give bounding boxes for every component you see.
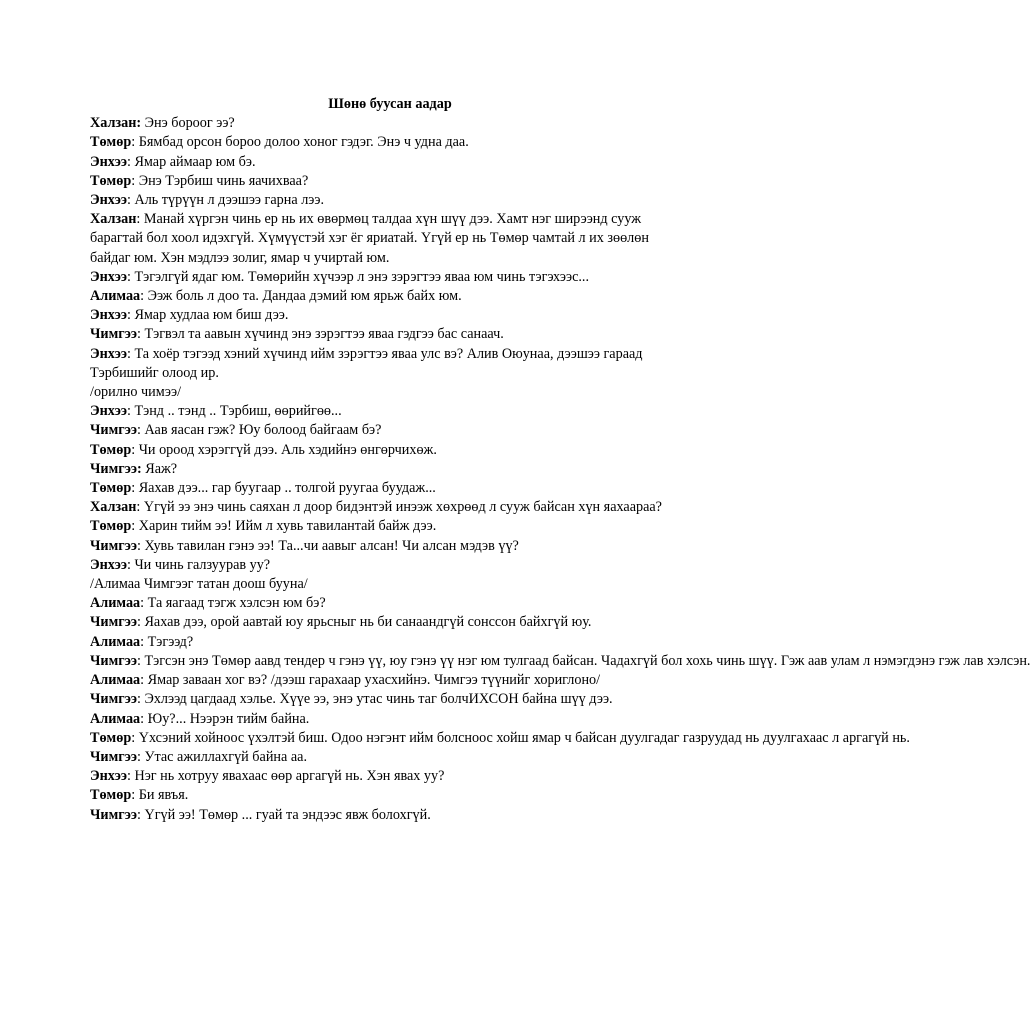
dialogue-line bbox=[90, 191, 690, 210]
dialogue-line bbox=[90, 633, 690, 652]
line-text: : Ээж боль л доо та. Дандаа дэмий юм ярьж байх юм. bbox=[140, 288, 462, 305]
speaker-name: Энхээ bbox=[90, 268, 127, 285]
dialogue-line bbox=[90, 345, 690, 383]
dialogue-line bbox=[90, 133, 690, 152]
dialogue-line bbox=[90, 210, 690, 268]
line-text: : Үгүй ээ энэ чинь саяхан л доор бидэнтэй инээж хөхрөөд л сууж байсан хүн яахаараа? bbox=[136, 499, 662, 516]
speaker-name: Энхээ bbox=[90, 307, 127, 324]
speaker-name: Чимгээ bbox=[90, 691, 137, 708]
speaker-name: Чимгээ bbox=[90, 806, 137, 823]
dialogue-line bbox=[90, 460, 690, 479]
line-text: : Тэгсэн энэ Төмөр аавд тендер ч гэнэ үү, юу гэнэ үү нэг юм тулгаад байсан. Чадахгүй бол хохь чинь шүү. Гэж аав улам л нэмэгдэнэ гэж лав хэлсэн. bbox=[136, 652, 1030, 669]
line-text: : Харин тийм ээ! Ийм л хувь тавилантай байж дээ. bbox=[131, 518, 437, 535]
line-text: : Үхсэний хойноос үхэлтэй биш. Одоо нэгэнт ийм болсноос хойш ямар ч байсан дуулгадаг газруудад нь дуулгахаас л аргагүй нь. bbox=[131, 729, 910, 746]
speaker-name: Чимгээ bbox=[90, 748, 137, 765]
line-text: : Бямбад орсон бороо долоо хоног гэдэг. Энэ ч удна даа. bbox=[131, 134, 469, 151]
dialogue-line bbox=[90, 114, 690, 133]
line-text: /Алимаа Чимгээг татан доош бууна/ bbox=[90, 576, 308, 593]
line-text: : Би явъя. bbox=[131, 787, 189, 804]
document-page bbox=[90, 95, 1030, 825]
dialogue-line bbox=[90, 594, 690, 613]
speaker-name: Төмөр bbox=[90, 134, 132, 151]
dialogue-line bbox=[90, 537, 690, 556]
dialogue-line bbox=[90, 690, 690, 709]
dialogue-line bbox=[90, 517, 690, 536]
speaker-name: Энхээ bbox=[90, 153, 127, 170]
speaker-name: Алимаа bbox=[90, 288, 141, 305]
dialogue-line bbox=[90, 652, 1030, 671]
line-text: : Та хоёр тэгээд хэний хүчинд ийм зэрэгтээ яваа улс вэ? Алив Оюунаа, дээшээ гараад Тэрбишийг олоод ир. bbox=[90, 345, 643, 381]
speaker-name: Чимгээ bbox=[90, 614, 137, 631]
dialogue-line bbox=[90, 441, 690, 460]
dialogue-line bbox=[90, 153, 690, 172]
speaker-name: Төмөр bbox=[90, 172, 132, 189]
line-text: : Чи ороод хэрэггүй дээ. Аль хэдийнэ өнгөрчихөж. bbox=[131, 441, 437, 458]
dialogue-line bbox=[90, 498, 690, 517]
dialogue-line bbox=[90, 402, 690, 421]
speaker-name: Халзан bbox=[90, 211, 137, 228]
dialogue-line bbox=[90, 383, 690, 402]
line-text: : Хувь тавилан гэнэ ээ! Та...чи аавыг алсан! Чи алсан мэдэв үү? bbox=[136, 537, 519, 554]
line-text: : Яахав дээ, орой аавтай юу ярьсныг нь би санаандгүй сонссон байхгүй юу. bbox=[136, 614, 592, 631]
speaker-name: Чимгээ bbox=[90, 537, 137, 554]
line-text: : Тэгэлгүй ядаг юм. Төмөрийн хүчээр л энэ зэрэгтээ яваа юм чинь тэгэхээс... bbox=[126, 268, 590, 285]
dialogue-line bbox=[90, 671, 690, 690]
line-text: : Ямар аймаар юм бэ. bbox=[126, 153, 256, 170]
speaker-name: Төмөр bbox=[90, 787, 132, 804]
document-title: Шөнө буусан аадар bbox=[328, 96, 452, 112]
speaker-name: Алимаа bbox=[90, 633, 141, 650]
line-text: : Юу?... Нээрэн тийм байна. bbox=[140, 710, 310, 727]
line-text: : Тэнд .. тэнд .. Тэрбиш, өөрийгөө... bbox=[126, 403, 342, 420]
line-text: Яаж? bbox=[141, 460, 178, 477]
dialogue-line bbox=[90, 575, 690, 594]
speaker-name: Чимгээ: bbox=[90, 460, 142, 477]
dialogue-line bbox=[90, 268, 690, 287]
speaker-name: Энхээ bbox=[90, 345, 127, 362]
line-text: : Та яагаад тэгж хэлсэн юм бэ? bbox=[140, 595, 326, 612]
dialogue-line bbox=[90, 806, 690, 825]
line-text: : Энэ Тэрбиш чинь яачихваа? bbox=[131, 172, 309, 189]
dialogue-line bbox=[90, 710, 690, 729]
line-text: : Тэгээд? bbox=[140, 633, 194, 650]
line-text: : Тэгвэл та аавын хүчинд энэ зэрэгтээ яваа гэдгээ бас санаач. bbox=[136, 326, 504, 343]
line-text: : Эхлээд цагдаад хэлье. Хүүе ээ, энэ утас чинь таг болчИХСОН байна шүү дээ. bbox=[136, 691, 613, 708]
dialogue-line bbox=[90, 306, 690, 325]
dialogue-line bbox=[90, 556, 690, 575]
line-text: /орилно чимээ/ bbox=[90, 384, 182, 401]
dialogue-line bbox=[90, 287, 690, 306]
speaker-name: Энхээ bbox=[90, 192, 127, 209]
dialogue-line bbox=[90, 786, 690, 805]
line-text: : Аль түрүүн л дээшээ гарна лээ. bbox=[126, 192, 324, 209]
line-text: : Манай хүргэн чинь ер нь их өвөрмөц талдаа хүн шүү дээ. Хамт нэг ширээнд сууж барагтай бол хоол идэхгүй. Хүмүүстэй хэг ёг яриатай. Үгүй ер нь Төмөр чамтай л их зөөлөн байдаг юм. Хэн мэдлээ золиг, ямар ч учиртай юм. bbox=[90, 211, 649, 266]
speaker-name: Алимаа bbox=[90, 710, 141, 727]
speaker-name: Халзан: bbox=[90, 115, 142, 132]
speaker-name: Энхээ bbox=[90, 556, 127, 573]
dialogue-line bbox=[90, 421, 690, 440]
dialogue-line bbox=[90, 613, 690, 632]
line-text: : Ямар худлаа юм биш дээ. bbox=[126, 307, 289, 324]
line-text: : Утас ажиллахгүй байна аа. bbox=[136, 748, 307, 765]
speaker-name: Чимгээ bbox=[90, 326, 137, 343]
dialogue-line bbox=[90, 172, 690, 191]
line-text: : Үгүй ээ! Төмөр ... гуай та эндээс явж болохгүй. bbox=[136, 806, 431, 823]
dialogue-line bbox=[90, 325, 690, 344]
dialogue-line bbox=[90, 748, 690, 767]
speaker-name: Алимаа bbox=[90, 672, 141, 689]
speaker-name: Төмөр bbox=[90, 480, 132, 497]
dialogue-line bbox=[90, 767, 690, 786]
line-text: Энэ бороог ээ? bbox=[141, 115, 235, 132]
line-text: : Яахав дээ... гар буугаар .. толгой руугаа буудаж... bbox=[131, 480, 436, 497]
speaker-name: Халзан bbox=[90, 499, 137, 516]
speaker-name: Энхээ bbox=[90, 768, 127, 785]
line-text: : Нэг нь хотруу явахаас өөр аргагүй нь. Хэн явах уу? bbox=[126, 768, 445, 785]
line-text: : Чи чинь галзуурав уу? bbox=[126, 556, 271, 573]
dialogue-line bbox=[90, 729, 910, 748]
dialogue-lines bbox=[90, 114, 1030, 825]
speaker-name: Төмөр bbox=[90, 518, 132, 535]
dialogue-line bbox=[90, 479, 690, 498]
speaker-name: Чимгээ bbox=[90, 652, 137, 669]
speaker-name: Чимгээ bbox=[90, 422, 137, 439]
speaker-name: Алимаа bbox=[90, 595, 141, 612]
speaker-name: Энхээ bbox=[90, 403, 127, 420]
speaker-name: Төмөр bbox=[90, 441, 132, 458]
line-text: : Ямар заваан хог вэ? /дээш гарахаар ухасхийнэ. Чимгээ түүнийг хориглоно/ bbox=[140, 672, 601, 689]
line-text: : Аав яасан гэж? Юу болоод байгаам бэ? bbox=[136, 422, 382, 439]
speaker-name: Төмөр bbox=[90, 729, 132, 746]
